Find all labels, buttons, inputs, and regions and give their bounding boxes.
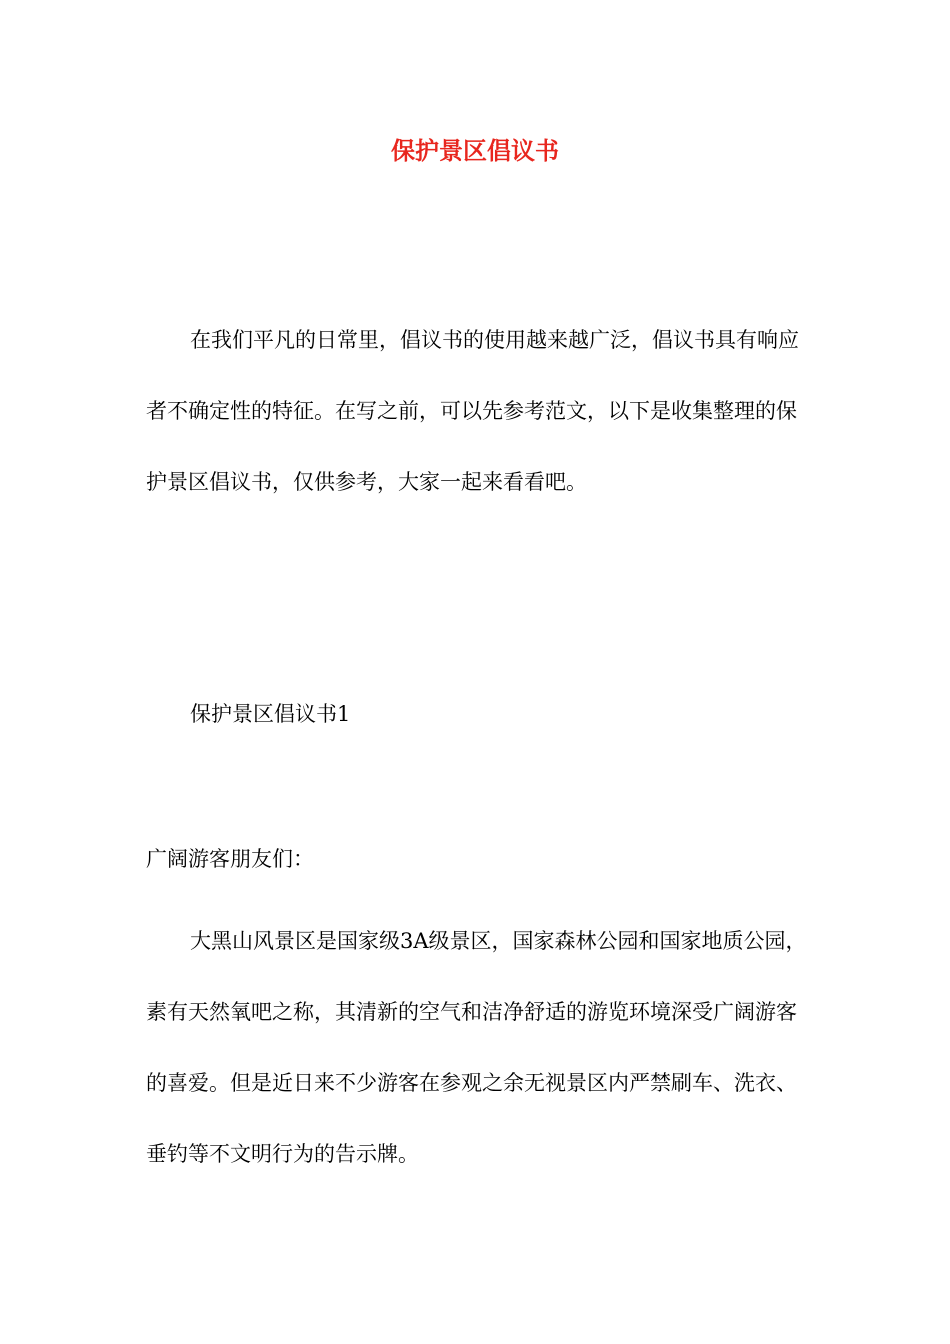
body-paragraph: 大黑山风景区是国家级3A级景区，国家森林公园和国家地质公园，素有天然氧吧之称，其清新的空气和洁净舒适的游览环境深受广阔游客的喜爱。但是近日来不少游客在参观之余无视景区内严禁刷车、洗衣、垂钓等不文明行为的告示牌。 xyxy=(146,929,807,1166)
section-heading: 保护景区倡议书1 xyxy=(190,702,351,726)
document-title: 保护景区倡议书 xyxy=(391,137,559,165)
intro-paragraph: 在我们平凡的日常里，倡议书的使用越来越广泛，倡议书具有响应者不确定性的特征。在写之前，可以先参考范文，以下是收集整理的保护景区倡议书，仅供参考，大家一起来看看吧。 xyxy=(146,328,799,494)
salutation: 广阔游客朋友们： xyxy=(146,847,314,871)
